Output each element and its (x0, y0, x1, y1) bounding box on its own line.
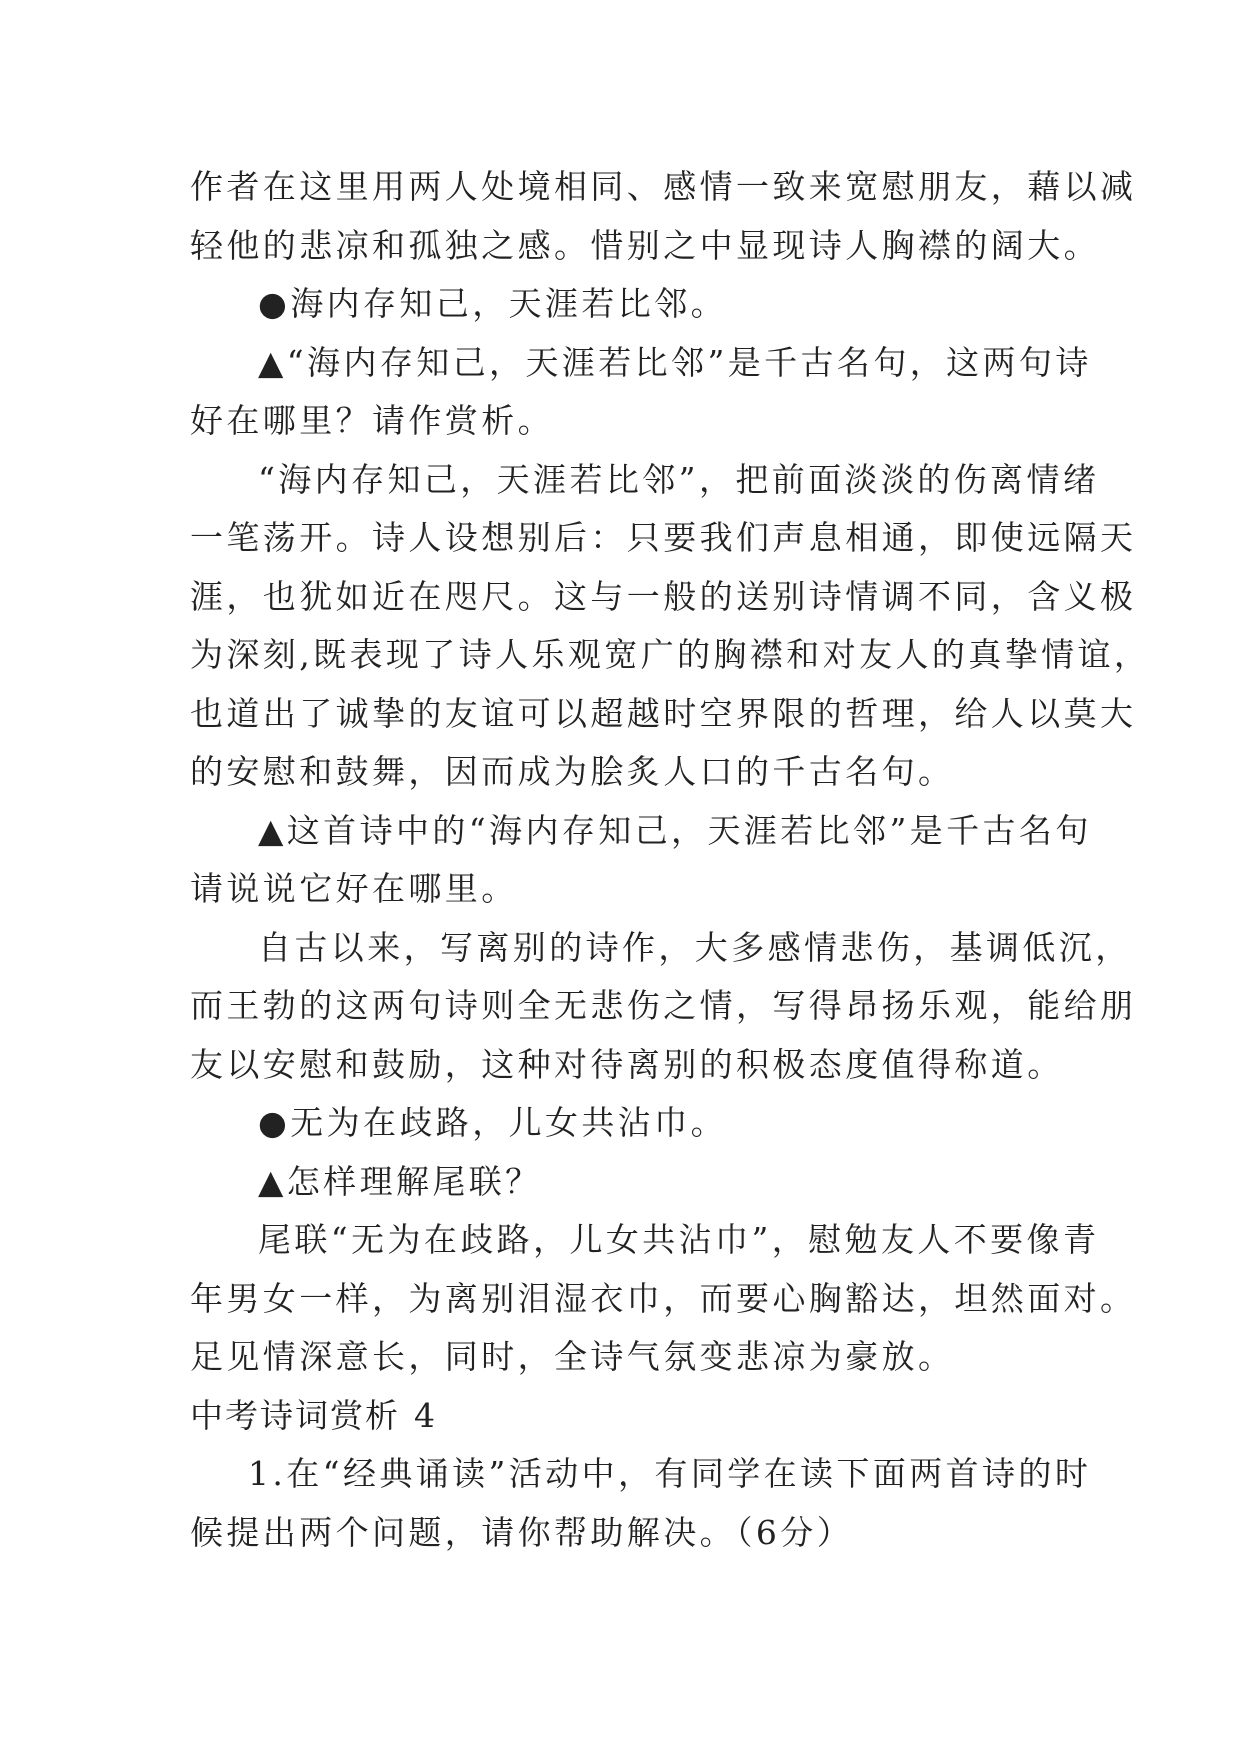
answer-line: “海内存知己，天涯若比邻”，把前面淡淡的伤离情绪 (258, 459, 1100, 499)
question-line: ▲这首诗中的“海内存知己，天涯若比邻”是千古名句 (258, 810, 1092, 850)
question-item-line: 候提出两个问题，请你帮助解决。（6分） (190, 1512, 854, 1552)
quote-bullet-line: ●无为在歧路，儿女共沾巾。 (258, 1103, 727, 1142)
answer-line: 尾联“无为在歧路，儿女共沾巾”，慰勉友人不要像青 (258, 1220, 1100, 1259)
section-heading-title: 中考诗词赏析 (190, 1395, 400, 1435)
answer-line: 而王勃的这两句诗则全无悲伤之情，写得昂扬乐观，能给朋 (190, 986, 1137, 1025)
paragraph-line: 作者在这里用两人处境相同、感情一致来宽慰朋友，藉以减 (190, 167, 1137, 206)
question-item-line: 1.在“经典诵读”活动中，有同学在读下面两首诗的时 (248, 1454, 1092, 1493)
answer-line: 一笔荡开。诗人设想别后：只要我们声息相通，即使远隔天 (190, 518, 1137, 557)
paragraph-line: 轻他的悲凉和孤独之感。惜别之中显现诗人胸襟的阔大。 (190, 225, 1100, 265)
answer-line: 的安慰和鼓舞，因而成为脍炙人口的千古名句。 (190, 752, 955, 791)
answer-line: 自古以来，写离别的诗作，大多感情悲伤，基调低沉， (258, 927, 1132, 967)
section-heading (190, 1387, 1060, 1446)
answer-line: 年男女一样，为离别泪湿衣巾，而要心胸豁达，坦然面对。 (190, 1278, 1137, 1318)
section-heading-number: 4 (414, 1395, 437, 1435)
quote-bullet-line: ●海内存知己，天涯若比邻。 (258, 284, 727, 323)
answer-line: 涯，也犹如近在咫尺。这与一般的送别诗情调不同，含义极 (190, 576, 1137, 616)
question-line: ▲“海内存知己，天涯若比邻”是千古名句，这两句诗 (258, 342, 1092, 382)
answer-line: 友以安慰和鼓励，这种对待离别的积极态度值得称道。 (190, 1044, 1064, 1084)
answer-line: 为深刻,既表现了诗人乐观宽广的胸襟和对友人的真挚情谊， (190, 635, 1151, 674)
question-line: ▲怎样理解尾联？ (258, 1161, 542, 1201)
document-body (190, 158, 1151, 1562)
answer-line: 足见情深意长，同时，全诗气氛变悲凉为豪放。 (190, 1337, 955, 1376)
question-line: 请说说它好在哪里。 (190, 869, 518, 908)
question-line: 好在哪里？请作赏析。 (190, 401, 554, 440)
answer-line: 也道出了诚挚的友谊可以超越时空界限的哲理，给人以莫大 (190, 693, 1137, 733)
